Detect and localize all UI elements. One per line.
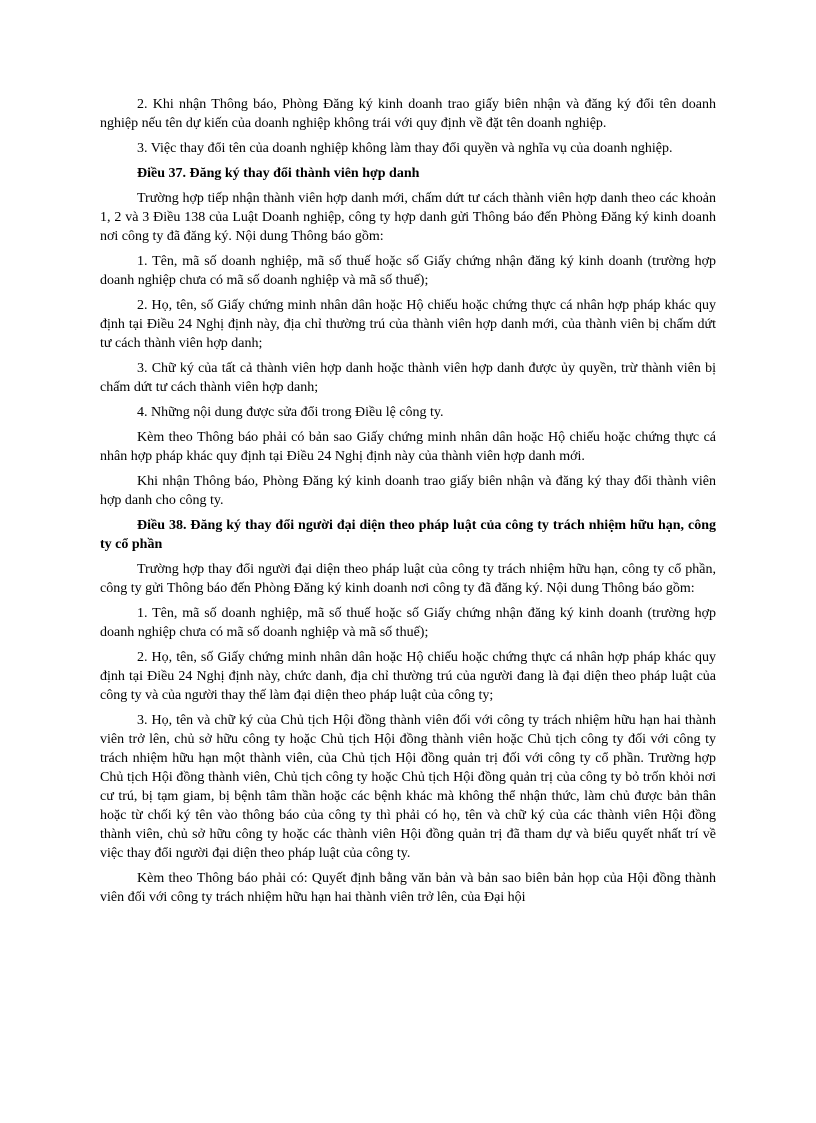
paragraph: Trường hợp tiếp nhận thành viên hợp danh mới, chấm dứt tư cách thành viên hợp danh theo các khoản 1, 2 và 3 Điều 138 của Luật Doanh nghiệp, công ty hợp danh gửi Thông báo đến Phòng Đăng ký kinh doanh nơi công ty đã đăng ký. Nội dung Thông báo gồm:	[100, 191, 716, 244]
paragraph: Khi nhận Thông báo, Phòng Đăng ký kinh doanh trao giấy biên nhận và đăng ký thay đổi thành viên hợp danh cho công ty.	[100, 474, 716, 508]
paragraph: 3. Họ, tên và chữ ký của Chủ tịch Hội đồng thành viên đối với công ty trách nhiệm hữu hạn hai thành viên trở lên, chủ sở hữu công ty hoặc Chủ tịch Hội đồng thành viên hoặc Chủ tịch công ty đối với công ty trách nhiệm hữu hạn một thành viên, của Chủ tịch Hội đồng quản trị đối với công ty cổ phần. Trường hợp Chủ tịch Hội đồng thành viên, Chủ tịch công ty hoặc Chủ tịch Hội đồng quản trị của công ty bỏ trốn khỏi nơi cư trú, bị tạm giam, bị bệnh tâm thần hoặc các bệnh khác mà không thể nhận thức, làm chủ được bản thân hoặc từ chối ký tên vào thông báo của công ty thì phải có họ, tên và chữ ký của các thành viên Hội đồng thành viên, chủ sở hữu công ty hoặc các thành viên Hội đồng quản trị đã tham dự và biểu quyết nhất trí về việc thay đổi người đại diện theo pháp luật của công ty.	[100, 713, 716, 861]
article-heading: Điều 37. Đăng ký thay đổi thành viên hợp danh	[137, 166, 420, 181]
paragraph: Kèm theo Thông báo phải có bản sao Giấy chứng minh nhân dân hoặc Hộ chiếu hoặc chứng thực cá nhân hợp pháp khác quy định tại Điều 24 Nghị định này của thành viên hợp danh mới.	[100, 430, 716, 464]
paragraph: 3. Chữ ký của tất cả thành viên hợp danh hoặc thành viên hợp danh được ủy quyền, trừ thành viên bị chấm dứt tư cách thành viên hợp danh;	[100, 361, 716, 395]
document-body	[100, 95, 716, 913]
paragraph: Trường hợp thay đổi người đại diện theo pháp luật của công ty trách nhiệm hữu hạn, công ty cổ phần, công ty gửi Thông báo đến Phòng Đăng ký kinh doanh nơi công ty đã đăng ký. Nội dung Thông báo gồm:	[100, 562, 716, 596]
paragraph: Kèm theo Thông báo phải có: Quyết định bằng văn bản và bản sao biên bản họp của Hội đồng thành viên đối với công ty trách nhiệm hữu hạn hai thành viên trở lên, của Đại hội	[100, 871, 716, 905]
paragraph: 2. Họ, tên, số Giấy chứng minh nhân dân hoặc Hộ chiếu hoặc chứng thực cá nhân hợp pháp khác quy định tại Điều 24 Nghị định này, chức danh, địa chỉ thường trú của người đang là đại diện theo pháp luật của công ty và của người thay thế làm đại diện theo pháp luật của công ty;	[100, 650, 716, 703]
paragraph: 3. Việc thay đổi tên của doanh nghiệp không làm thay đổi quyền và nghĩa vụ của doanh nghiệp.	[137, 141, 673, 156]
paragraph: 1. Tên, mã số doanh nghiệp, mã số thuế hoặc số Giấy chứng nhận đăng ký kinh doanh (trường hợp doanh nghiệp chưa có mã số doanh nghiệp và mã số thuế);	[100, 254, 716, 288]
paragraph: 1. Tên, mã số doanh nghiệp, mã số thuế hoặc số Giấy chứng nhận đăng ký kinh doanh (trường hợp doanh nghiệp chưa có mã số doanh nghiệp và mã số thuế);	[100, 606, 716, 640]
paragraph: 4. Những nội dung được sửa đổi trong Điều lệ công ty.	[137, 405, 444, 420]
article-heading: Điều 38. Đăng ký thay đổi người đại diện theo pháp luật của công ty trách nhiệm hữu hạn, công ty cổ phần	[100, 518, 716, 552]
paragraph: 2. Khi nhận Thông báo, Phòng Đăng ký kinh doanh trao giấy biên nhận và đăng ký đổi tên doanh nghiệp nếu tên dự kiến của doanh nghiệp không trái với quy định về đặt tên doanh nghiệp.	[100, 97, 716, 131]
paragraph: 2. Họ, tên, số Giấy chứng minh nhân dân hoặc Hộ chiếu hoặc chứng thực cá nhân hợp pháp khác quy định tại Điều 24 Nghị định này, địa chỉ thường trú của thành viên hợp danh mới, của thành viên bị chấm dứt tư cách thành viên hợp danh;	[100, 298, 716, 351]
